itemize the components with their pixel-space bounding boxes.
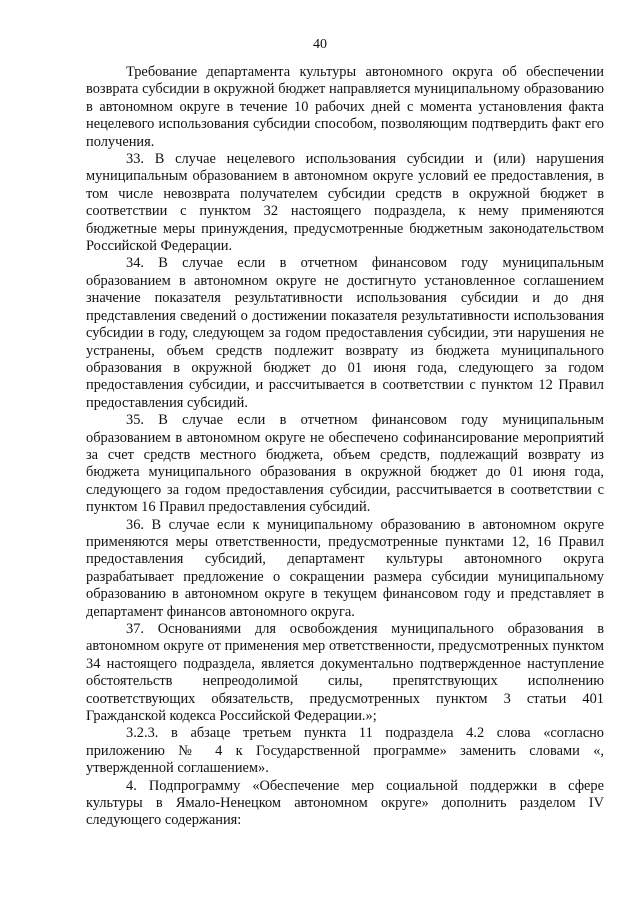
page-number: 40 <box>313 37 327 52</box>
paragraph: 4. Подпрограмму «Обеспечение мер социальной поддержки в сфере культуры в Ямало-Ненецком автономном округе» дополнить разделом IV следующего содержания: <box>86 777 604 829</box>
paragraph: 37. Основаниями для освобождения муниципального образования в автономном округе от применения мер ответственности, предусмотренных пунктом 34 настоящего подраздела, является документально подтвержденное наступление обстоятельств непреодолимой силы, препятствующих исполнению соответствующих обязательств, предусмотренных пунктом 3 статьи 401 Гражданской кодекса Российской Федерации.»; <box>86 621 604 725</box>
paragraph: 33. В случае нецелевого использования субсидии и (или) нарушения муниципальным образованием в автономном округе условий ее предоставления, в том числе невозврата получателем субсидии средств в окружной бюджет в соответствии с пунктом 32 настоящего подраздела, к нему применяются бюджетные меры принуждения, предусмотренные бюджетным законодательством Российской Федерации. <box>86 151 604 255</box>
paragraph: 3.2.3. в абзаце третьем пункта 11 подраздела 4.2 слова «согласно приложению № 4 к Государственной программе» заменить словами «, утвержденной соглашением». <box>86 725 604 777</box>
paragraph: 34. В случае если в отчетном финансовом году муниципальным образованием в автономном округе не достигнуто установленное соглашением значение показателя результативности использования субсидии и до дня представления сведений о достижении показателя результативности использования субсидии в году, следующем за годом предоставления субсидии, эти нарушения не устранены, объем средств подлежит возврату из бюджета муниципального образования в окружной бюджет до 01 июня года, следующего за годом предоставления субсидии, и рассчитывается в соответствии с пунктом 12 Правил предоставления субсидий. <box>86 255 604 411</box>
paragraph: 35. В случае если в отчетном финансовом году муниципальным образованием в автономном округе не обеспечено софинансирование мероприятий за счет средств местного бюджета, объем средств, подлежащий возврату из бюджета муниципального образования в окружной бюджет до 01 июня года, следующего за годом предоставления субсидии, рассчитывается в соответствии с пунктом 16 Правил предоставления субсидий. <box>86 412 604 516</box>
paragraph: Требование департамента культуры автономного округа об обеспечении возврата субсидии в окружной бюджет направляется муниципальному образованию в автономном округе в течение 10 рабочих дней с момента установления факта нецелевого использования субсидии способом, позволяющим подтвердить факт его получения. <box>86 64 604 150</box>
document-body <box>86 64 604 830</box>
paragraph: 36. В случае если к муниципальному образованию в автономном округе применяются меры ответственности, предусмотренные пунктами 12, 16 Правил предоставления субсидий, департамент культуры автономного округа разрабатывает предложение о сокращении размера субсидии муниципальному образованию в автономном округе в текущем финансовом году и представляет в департамент финансов автономного округа. <box>86 516 604 620</box>
